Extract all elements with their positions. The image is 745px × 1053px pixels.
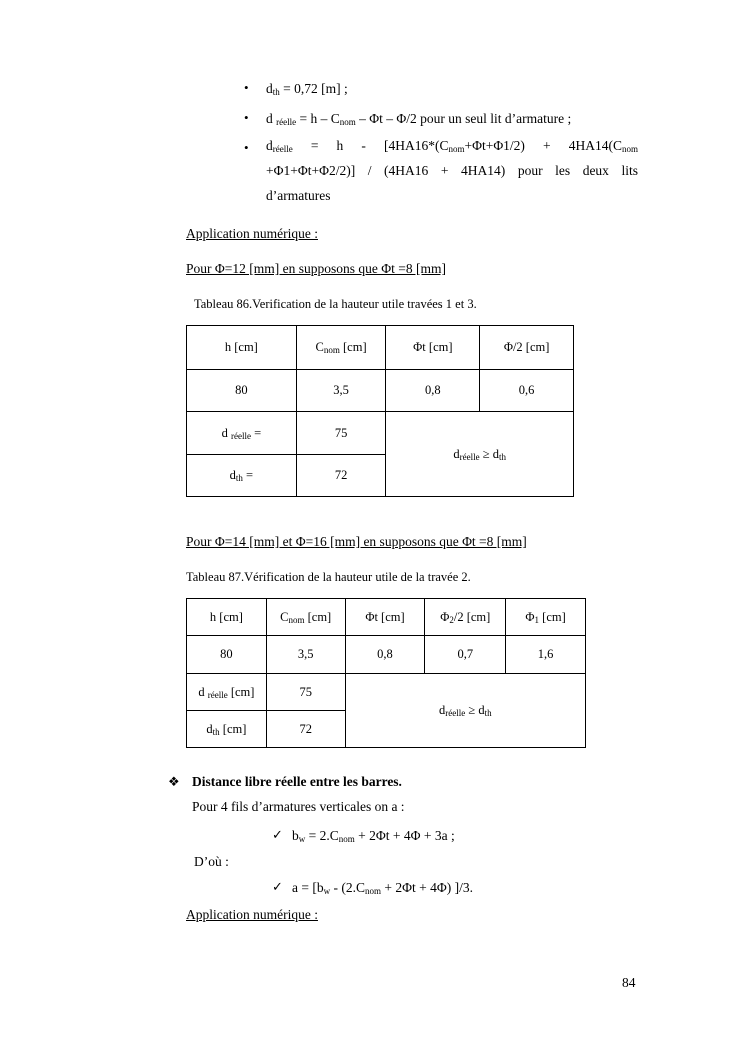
table87-condition: $d_{réelle} \ge d_{th}$ bbox=[345, 674, 585, 748]
table87 bbox=[186, 598, 586, 748]
table86-label-dth: $d_{th}$ = bbox=[187, 455, 297, 497]
table86-header-phi2: Φ/2 [cm] bbox=[480, 326, 574, 370]
case2-heading: Pour Φ=14 [mm] et Φ=16 [mm] en supposons que Φt =8 [mm] bbox=[186, 534, 527, 549]
table86-cell-phit: 0,8 bbox=[386, 370, 480, 412]
application-heading-2: Application numérique : bbox=[186, 907, 318, 922]
table87-cell-dreelle: 75 bbox=[266, 674, 345, 711]
section-title: Distance libre réelle entre les barres. bbox=[192, 774, 402, 789]
table87-cell-dth: 72 bbox=[266, 711, 345, 748]
diamond-bullet-icon: ❖ bbox=[168, 774, 180, 789]
table86 bbox=[186, 325, 574, 497]
formula-bw: $b_w = 2.C_{nom} + 2\Phi t + 4\Phi + 3a$ ; bbox=[292, 828, 455, 844]
table87-header-cnom: $C_{nom}$ [cm] bbox=[266, 599, 345, 636]
table87-cell-h: 80 bbox=[187, 636, 267, 674]
table87-header-h: h [cm] bbox=[187, 599, 267, 636]
table87-header-phi1: $\Phi_1$ [cm] bbox=[506, 599, 586, 636]
table86-cell-h: 80 bbox=[187, 370, 297, 412]
table87-header-phit: Φt [cm] bbox=[345, 599, 425, 636]
table87-cell-phit: 0,8 bbox=[345, 636, 425, 674]
table86-caption: Tableau 86.Verification de la hauteur utile travées 1 et 3. bbox=[194, 297, 477, 311]
table86-label-dreelle: d $_{réelle}$ = bbox=[187, 412, 297, 455]
table86-header-h: h [cm] bbox=[187, 326, 297, 370]
table86-cell-dreelle: 75 bbox=[296, 412, 386, 455]
bullet-dreelle-double-line1: $d_{réelle} = h - [4HA16*(C_{nom}+\Phi t+\Phi 1/2) + 4HA14(C_{nom}$ bbox=[266, 138, 638, 154]
checkmark-icon: ✓ bbox=[272, 827, 283, 842]
donc-label: D’où : bbox=[194, 854, 229, 869]
bullet-dreelle-double-line3: d’armatures bbox=[266, 188, 331, 203]
case1-heading: Pour Φ=12 [mm] en supposons que Φt =8 [mm] bbox=[186, 261, 446, 276]
bullet-dth: $d_{th} = 0,72$ [m] ; bbox=[266, 81, 348, 97]
bullet-dot: • bbox=[244, 80, 249, 95]
table87-cell-cnom: 3,5 bbox=[266, 636, 345, 674]
page-number: 84 bbox=[622, 975, 636, 990]
bullet-dreelle-double-line2: +Φ1+Φt+Φ2/2)] / (4HA16 + 4HA14) pour les deux lits bbox=[266, 163, 638, 178]
table87-label-dreelle: d $_{réelle}$ [cm] bbox=[187, 674, 267, 711]
table87-header-phi2: $\Phi_2/2$ [cm] bbox=[425, 599, 506, 636]
table86-cell-phi2: 0,6 bbox=[480, 370, 574, 412]
checkmark-icon: ✓ bbox=[272, 879, 283, 894]
table87-label-dth: $d_{th}$ [cm] bbox=[187, 711, 267, 748]
table86-condition: $d_{réelle} \ge d_{th}$ bbox=[386, 412, 574, 497]
table87-cell-phi1: 1,6 bbox=[506, 636, 586, 674]
formula-a: $a = [b_w - (2.C_{nom} + 2\Phi t + 4\Phi)$ ]/3. bbox=[292, 880, 473, 896]
application-heading: Application numérique : bbox=[186, 226, 318, 241]
table87-cell-phi2: 0,7 bbox=[425, 636, 506, 674]
table86-cell-dth: 72 bbox=[296, 455, 386, 497]
table86-cell-cnom: 3,5 bbox=[296, 370, 386, 412]
table86-header-cnom: $C_{nom}$ [cm] bbox=[296, 326, 386, 370]
bullet-dot: • bbox=[244, 140, 249, 155]
table87-caption: Tableau 87.Vérification de la hauteur utile de la travée 2. bbox=[186, 570, 471, 584]
bullet-dot: • bbox=[244, 110, 249, 125]
section-intro: Pour 4 fils d’armatures verticales on a : bbox=[192, 799, 405, 814]
table86-header-phit: Φt [cm] bbox=[386, 326, 480, 370]
bullet-dreelle-single: d $_{réelle} = h - C_{nom} - \Phi t - \Phi/2$ pour un seul lit d’armature ; bbox=[266, 111, 572, 127]
